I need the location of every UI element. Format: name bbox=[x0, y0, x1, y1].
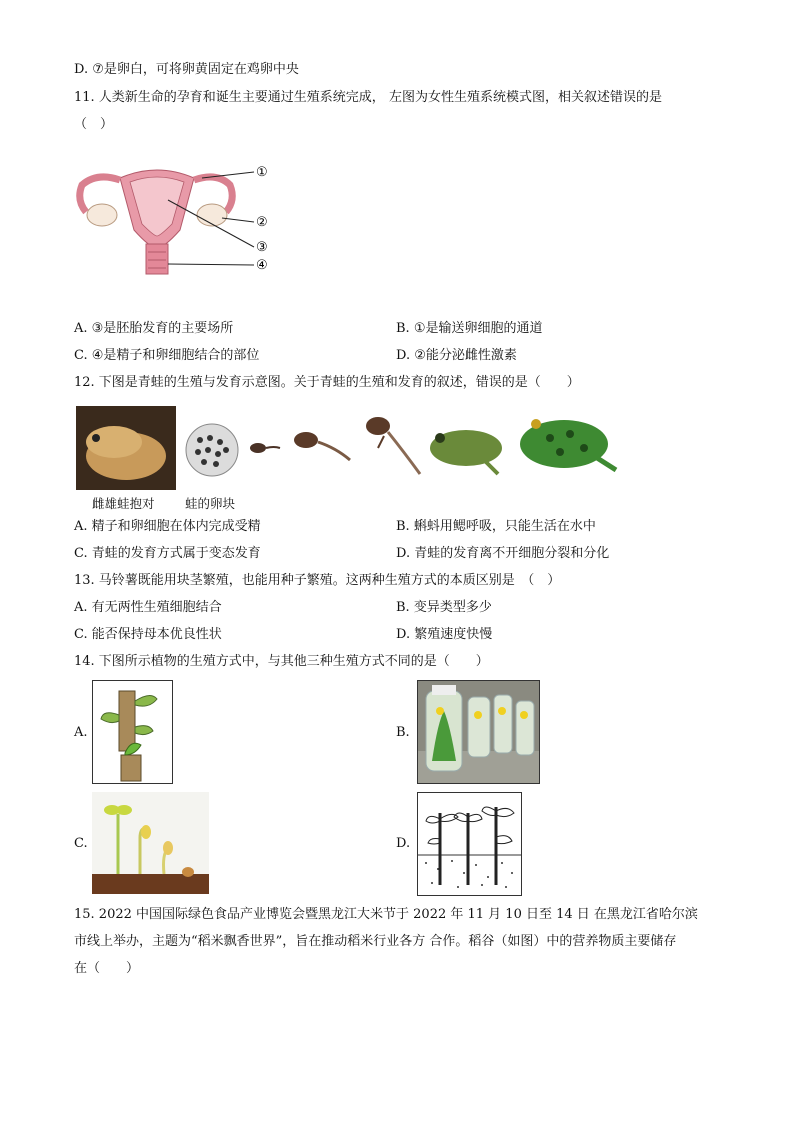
caption-egg-mass: 蛙的卵块 bbox=[185, 496, 236, 511]
caption-amplexus: 雌雄蛙抱对 bbox=[92, 496, 155, 511]
label-3: ③ bbox=[256, 240, 268, 255]
label-1: ① bbox=[256, 165, 268, 180]
q14-option-a: A. bbox=[74, 725, 88, 740]
q11-stem: 11. 人类新生命的孕育和诞生主要通过生殖系统完成， 左图为女性生殖系统模式图，相关叙述错误的是 bbox=[74, 90, 662, 105]
q15-line-3: 在（ ） bbox=[74, 961, 140, 976]
q15-line-1: 15. 2022 中国国际绿色食品产业博览会暨黑龙江大米节于 2022 年 11 月 10 日至 14 日 在黑龙江省哈尔滨 bbox=[74, 907, 698, 922]
q12-option-d: D. 青蛙的发育离不开细胞分裂和分化 bbox=[396, 546, 610, 561]
q11-option-b: B. ①是输送卵细胞的通道 bbox=[396, 321, 543, 336]
q13-option-a: A. 有无两性生殖细胞结合 bbox=[74, 600, 222, 615]
q14-image-tissue-culture bbox=[417, 680, 540, 784]
frog-lifecycle-images bbox=[74, 404, 634, 492]
q11-option-a: A. ③是胚胎发育的主要场所 bbox=[74, 321, 234, 336]
label-2: ② bbox=[256, 215, 268, 230]
q12-option-b: B. 蝌蚪用鳃呼吸，只能生活在水中 bbox=[396, 519, 596, 534]
q11-paren: （ ） bbox=[74, 117, 114, 132]
q14-option-b: B. bbox=[396, 725, 410, 740]
q11-option-d: D. ②能分泌雌性激素 bbox=[396, 348, 517, 363]
q15-line-2: 市线上举办，主题为“稻米飘香世界”，旨在推动稻米行业各方 合作。稻谷（如图）中的营养物质主要储存 bbox=[74, 934, 677, 949]
q12-option-c: C. 青蛙的发育方式属于变态发育 bbox=[74, 546, 261, 561]
q14-image-seed-germination bbox=[92, 792, 209, 894]
q13-option-c: C. 能否保持母本优良性状 bbox=[74, 627, 222, 642]
q14-image-cuttings bbox=[417, 792, 522, 896]
q12-option-a: A. 精子和卵细胞在体内完成受精 bbox=[74, 519, 261, 534]
q14-image-grafting bbox=[92, 680, 173, 784]
q13-option-b: B. 变异类型多少 bbox=[396, 600, 492, 615]
q10-option-d: D. ⑦是卵白，可将卵黄固定在鸡卵中央 bbox=[74, 62, 299, 77]
q14-option-c: C. bbox=[74, 836, 88, 851]
female-reproductive-diagram bbox=[72, 160, 282, 280]
q14-option-d: D. bbox=[396, 836, 411, 851]
q13-option-d: D. 繁殖速度快慢 bbox=[396, 627, 493, 642]
label-4: ④ bbox=[256, 258, 268, 273]
q11-option-c: C. ④是精子和卵细胞结合的部位 bbox=[74, 348, 260, 363]
q14-stem: 14. 下图所示植物的生殖方式中，与其他三种生殖方式不同的是（ ） bbox=[74, 654, 489, 669]
q13-stem: 13. 马铃薯既能用块茎繁殖，也能用种子繁殖。这两种生殖方式的本质区别是 （ ） bbox=[74, 573, 561, 588]
q12-stem: 12. 下图是青蛙的生殖与发育示意图。关于青蛙的生殖和发育的叙述，错误的是（ ） bbox=[74, 375, 580, 390]
